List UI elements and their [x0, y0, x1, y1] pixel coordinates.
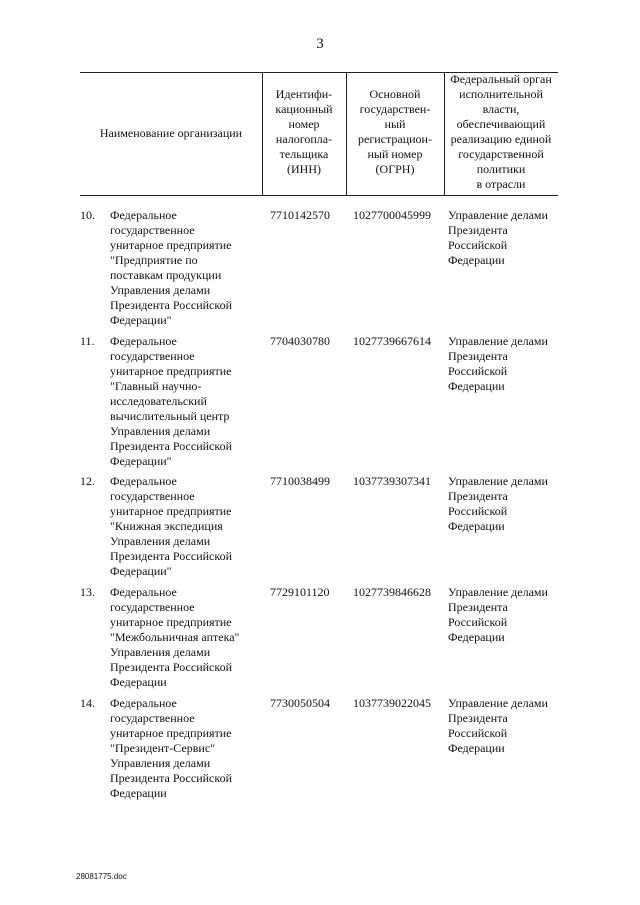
name-line: Управления делами — [110, 756, 211, 770]
row-number: 13. — [80, 585, 95, 599]
name-line: унитарное предприятие — [110, 238, 232, 252]
name-line: "Главный научно- — [110, 379, 202, 393]
header-text-line: ный номер — [367, 147, 423, 161]
name-line: поставкам продукции — [110, 268, 222, 282]
organization-name — [110, 474, 260, 579]
header-text-line: власти, — [482, 102, 520, 116]
authority-line: Российской — [448, 238, 508, 252]
name-line: Федерации — [110, 675, 167, 689]
header-authority-column — [444, 72, 558, 192]
inn-value: 7710142570 — [270, 208, 330, 222]
header-bottom-rule — [80, 195, 558, 196]
header-text-line: ный — [384, 117, 406, 131]
authority-line: Российской — [448, 615, 508, 629]
authority-line: Управление делами — [448, 474, 548, 488]
name-line: "Книжная экспедиция — [110, 519, 223, 533]
row-number: 11. — [80, 334, 95, 348]
row-number: 12. — [80, 474, 95, 488]
name-line: Федеральное — [110, 334, 177, 348]
authority-line: Федерации — [448, 630, 505, 644]
ogrn-value: 1027739667614 — [353, 334, 431, 348]
name-line: унитарное предприятие — [110, 615, 232, 629]
header-text-line: обеспечивающий — [456, 117, 546, 131]
row-number: 10. — [80, 208, 95, 222]
authority-name — [448, 585, 563, 645]
name-line: государственное — [110, 489, 195, 503]
name-line: Федеральное — [110, 696, 177, 710]
inn-value: 7704030780 — [270, 334, 330, 348]
authority-line: Президента — [448, 711, 508, 725]
name-line: исследовательский — [110, 394, 207, 408]
name-line: "Президент-Сервис" — [110, 741, 216, 755]
name-line: вычислительный центр — [110, 409, 230, 423]
ogrn-value: 1037739022045 — [353, 696, 431, 710]
name-line: Президента Российской — [110, 298, 233, 312]
ogrn-value: 1027700045999 — [353, 208, 431, 222]
header-text-line: в отрасли — [476, 177, 526, 191]
authority-line: Президента — [448, 349, 508, 363]
authority-line: Управление делами — [448, 334, 548, 348]
authority-line: Президента — [448, 223, 508, 237]
name-line: Президента Российской — [110, 549, 233, 563]
authority-line: Федерации — [448, 741, 505, 755]
name-line: Федерации" — [110, 454, 172, 468]
name-line: унитарное предприятие — [110, 726, 232, 740]
name-line: унитарное предприятие — [110, 504, 232, 518]
header-text-line: реализацию единой — [450, 132, 552, 146]
organization-name — [110, 208, 260, 328]
name-line: "Предприятие по — [110, 253, 198, 267]
header-text-line: кационный — [275, 102, 333, 116]
authority-line: Российской — [448, 726, 508, 740]
name-line: государственное — [110, 711, 195, 725]
organization-name — [110, 585, 260, 690]
header-text-line: (ИНН) — [287, 162, 321, 176]
name-line: Федеральное — [110, 474, 177, 488]
authority-name — [448, 474, 563, 534]
authority-line: Управление делами — [448, 585, 548, 599]
header-inn-column — [262, 87, 346, 177]
authority-name — [448, 208, 563, 268]
organization-name — [110, 334, 260, 469]
name-line: "Межбольничная аптека" — [110, 630, 240, 644]
ogrn-value: 1027739846628 — [353, 585, 431, 599]
authority-line: Федерации — [448, 379, 505, 393]
authority-line: Управление делами — [448, 696, 548, 710]
authority-line: Федерации — [448, 253, 505, 267]
authority-line: Президента — [448, 600, 508, 614]
inn-value: 7729101120 — [270, 585, 330, 599]
authority-line: Российской — [448, 364, 508, 378]
name-line: Президента Российской — [110, 660, 233, 674]
document-filename: 28081775.doc — [76, 872, 127, 881]
authority-name — [448, 334, 563, 394]
authority-line: Федерации — [448, 519, 505, 533]
header-text-line: налогопла- — [275, 132, 333, 146]
header-text-line: государственной — [458, 147, 544, 161]
name-line: Президента Российской — [110, 771, 233, 785]
header-text-line: государствен- — [359, 102, 431, 116]
name-line: унитарное предприятие — [110, 364, 232, 378]
name-line: государственное — [110, 223, 195, 237]
inn-value: 7710038499 — [270, 474, 330, 488]
header-text-line: исполнительной — [459, 87, 543, 101]
authority-line: Президента — [448, 489, 508, 503]
name-line: Федерации — [110, 786, 167, 800]
header-text-line: номер — [288, 117, 320, 131]
name-line: Управления делами — [110, 283, 211, 297]
header-name-column: Наименование организации — [99, 126, 243, 140]
name-line: государственное — [110, 349, 195, 363]
header-text-line: тельщика — [279, 147, 329, 161]
name-line: Федерации" — [110, 313, 172, 327]
name-line: Управления делами — [110, 424, 211, 438]
name-line: Управления делами — [110, 645, 211, 659]
header-ogrn-column — [346, 87, 444, 177]
name-line: Федерации" — [110, 564, 172, 578]
header-text-line: политики — [476, 162, 526, 176]
name-line: Федеральное — [110, 585, 177, 599]
name-line: Управления делами — [110, 534, 211, 548]
header-text-line: Основной — [369, 87, 421, 101]
page-number: 3 — [316, 36, 324, 52]
row-number: 14. — [80, 696, 95, 710]
name-line: государственное — [110, 600, 195, 614]
header-text-line: Идентифи- — [275, 87, 333, 101]
header-text-line: Федеральный орган — [450, 72, 552, 86]
name-line: Федеральное — [110, 208, 177, 222]
ogrn-value: 1037739307341 — [353, 474, 431, 488]
authority-name — [448, 696, 563, 756]
inn-value: 7730050504 — [270, 696, 330, 710]
header-text-line: (ОГРН) — [375, 162, 415, 176]
header-text-line: регистрацион- — [358, 132, 432, 146]
authority-line: Управление делами — [448, 208, 548, 222]
authority-line: Российской — [448, 504, 508, 518]
name-line: Президента Российской — [110, 439, 233, 453]
organization-name — [110, 696, 260, 801]
